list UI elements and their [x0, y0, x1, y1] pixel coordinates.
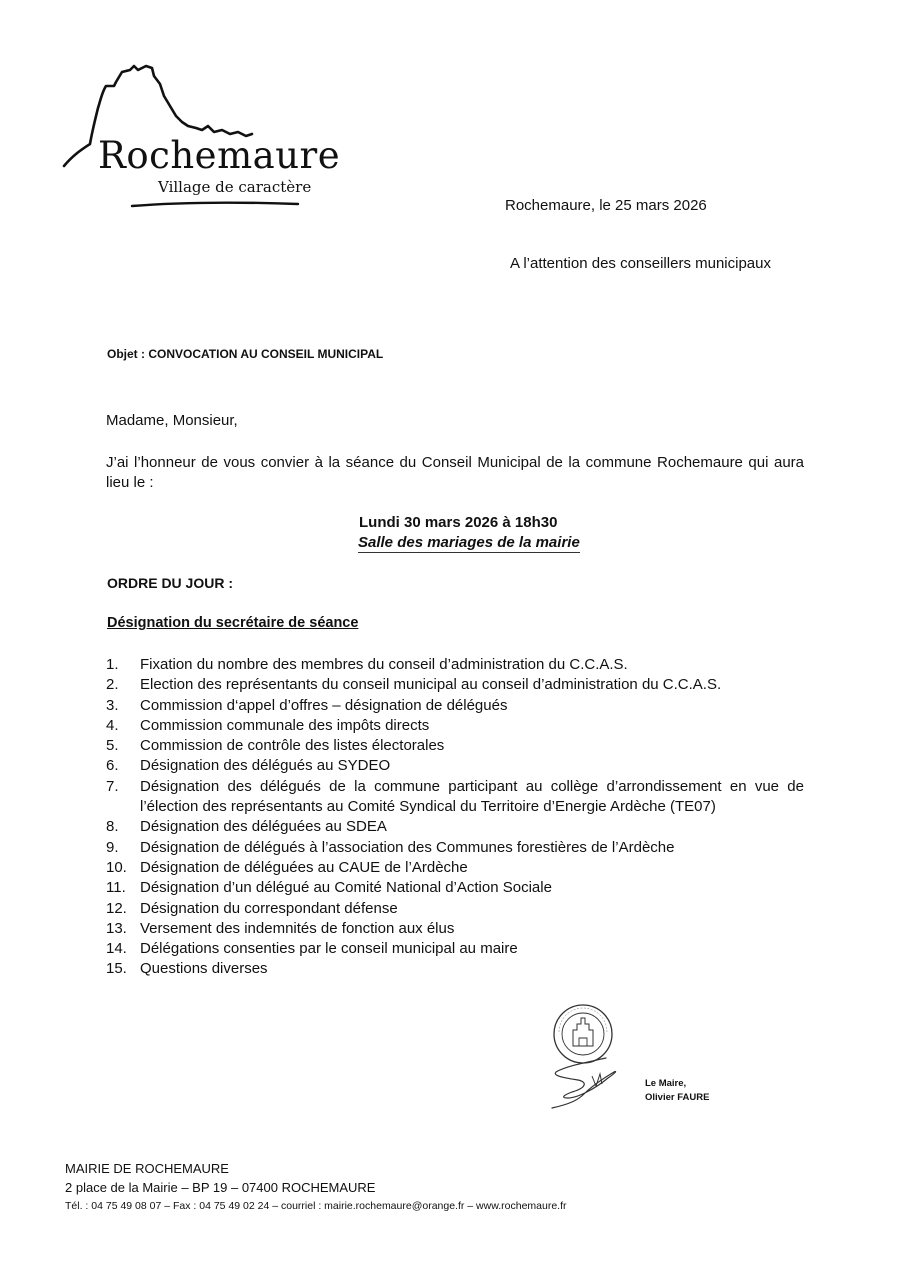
agenda-item	[106, 838, 804, 858]
agenda-item-text: Délégations consenties par le conseil municipal au maire	[140, 940, 518, 958]
agenda-item	[106, 858, 804, 878]
agenda-item-text: Désignation d’un délégué au Comité National d’Action Sociale	[140, 879, 552, 897]
signatory-block	[645, 1077, 709, 1105]
agenda-item	[106, 736, 804, 756]
agenda-item	[106, 919, 804, 939]
agenda-item-text: Désignation du correspondant défense	[140, 899, 398, 917]
agenda-item-number: 2.	[106, 676, 119, 694]
intro-paragraph: J’ai l’honneur de vous convier à la séance du Conseil Municipal de la commune Rochemaure qui aura lieu le :	[106, 454, 804, 491]
agenda-item-number: 5.	[106, 737, 119, 755]
footer	[65, 1159, 567, 1216]
agenda-item	[106, 878, 804, 898]
salutation: Madame, Monsieur,	[106, 412, 238, 429]
agenda-item-number: 15.	[106, 960, 127, 978]
agenda-item-number: 11.	[106, 879, 126, 897]
agenda-item-text: Versement des indemnités de fonction aux élus	[140, 919, 455, 937]
agenda-item-number: 13.	[106, 919, 127, 937]
agenda-item	[106, 675, 804, 695]
agenda-item	[106, 939, 804, 959]
agenda-item-text: Désignation de délégués à l’association des Communes forestières de l’Ardèche	[140, 838, 675, 856]
agenda-item	[106, 716, 804, 736]
agenda-item-number: 8.	[106, 818, 119, 836]
agenda-item	[106, 817, 804, 837]
preliminary-item: Désignation du secrétaire de séance	[107, 615, 359, 631]
agenda-item	[106, 959, 804, 979]
agenda-item-number: 14.	[106, 940, 127, 958]
agenda-item-number: 4.	[106, 716, 119, 734]
agenda-list	[106, 655, 804, 980]
agenda-item-number: 10.	[106, 858, 127, 876]
agenda-item-number: 6.	[106, 757, 119, 775]
signatory-name: Olivier FAURE	[645, 1092, 710, 1103]
agenda-item	[106, 655, 804, 675]
agenda-item-text: Désignation des délégués au SYDEO	[140, 757, 391, 775]
meeting-date-time: Lundi 30 mars 2026 à 18h30	[359, 514, 558, 531]
agenda-item-text: Fixation du nombre des membres du conseil d’administration du C.C.A.S.	[140, 656, 628, 673]
agenda-item-text: Commission communale des impôts directs	[140, 716, 430, 734]
footer-contact: Tél. : 04 75 49 08 07 – Fax : 04 75 49 02 24 – courriel : mairie.rochemaure@orange.fr – www.rochemaure.fr	[65, 1200, 567, 1212]
agenda-item-text: Commission d‘appel d’offres – désignation de délégués	[140, 696, 508, 714]
agenda-item-text: Désignation des déléguées au SDEA	[140, 818, 387, 836]
agenda-item	[106, 777, 804, 818]
agenda-item	[106, 899, 804, 919]
agenda-item	[106, 756, 804, 776]
agenda-item-number: 7.	[106, 777, 119, 795]
letterhead-logo	[62, 62, 342, 212]
mayor-signature-icon	[548, 1052, 623, 1110]
footer-address: 2 place de la Mairie – BP 19 – 07400 ROCHEMAURE	[65, 1180, 376, 1195]
agenda-item-text: Questions diverses	[140, 960, 268, 978]
signatory-title: Le Maire,	[645, 1078, 687, 1089]
footer-organization: MAIRIE DE ROCHEMAURE	[65, 1161, 229, 1176]
agenda-item-number: 3.	[106, 696, 119, 714]
logo-tagline: Village de caractère	[158, 178, 312, 196]
agenda-item-number: 12.	[106, 899, 127, 917]
recipient-line: A l’attention des conseillers municipaux	[510, 255, 771, 272]
agenda-title: ORDRE DU JOUR :	[107, 575, 234, 591]
agenda-item-text: Commission de contrôle des listes électorales	[140, 737, 445, 755]
agenda-item-text: Election des représentants du conseil municipal au conseil d’administration du C.C.A.S.	[140, 676, 722, 694]
meeting-location: Salle des mariages de la mairie	[358, 534, 580, 551]
agenda-item	[106, 696, 804, 716]
agenda-item-number: 1.	[106, 656, 119, 673]
agenda-item-text: Désignation de déléguées au CAUE de l’Ardèche	[140, 858, 468, 876]
date-line: Rochemaure, le 25 mars 2026	[505, 197, 707, 214]
subject-line: Objet : CONVOCATION AU CONSEIL MUNICIPAL	[107, 347, 384, 361]
logo-title: Rochemaure	[98, 134, 341, 177]
agenda-item-text: Désignation des délégués de la commune participant au collège d’arrondissement en vue de l’élection des représentants au Comité Syndical du Territoire d’Energie Ardèche (TE07)	[140, 777, 804, 816]
agenda-item-number: 9.	[106, 838, 119, 856]
